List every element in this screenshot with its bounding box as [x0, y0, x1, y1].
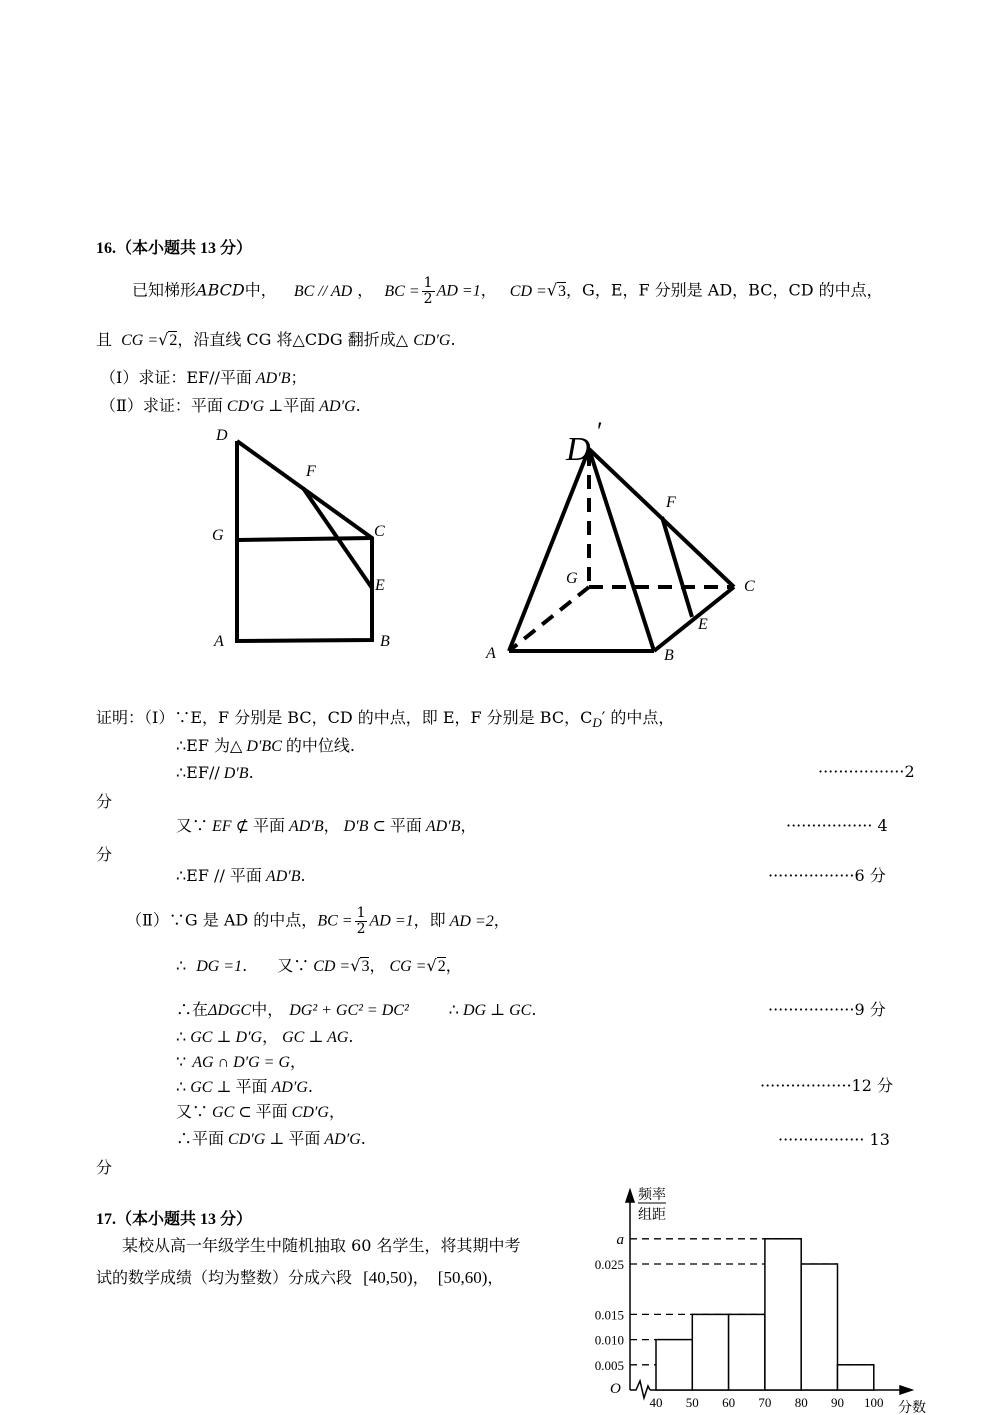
label-f: F — [306, 463, 316, 480]
sqrt-3: 3 — [361, 958, 370, 975]
proof-text: ∴ — [448, 1000, 459, 1019]
interval-40-50: [40,50) — [363, 1268, 413, 1287]
math-adg: AD′G — [319, 398, 356, 415]
q16-text: 已知梯形 — [132, 280, 197, 300]
y-tick-label: 0.010 — [594, 1332, 624, 1348]
q17-text: ， — [412, 1268, 429, 1287]
math-adb: AD′B — [425, 818, 461, 835]
ylabel-bottom: 组距 — [638, 1208, 666, 1223]
label-d: D — [216, 427, 228, 444]
math-ad2: AD =2 — [449, 912, 494, 930]
q16-text: ， — [480, 280, 497, 300]
proof-text: （Ⅱ）∵G 是 AD 的中点， — [126, 910, 318, 930]
proof-text: 的中位线. — [285, 736, 355, 755]
proof-part2-line-3 — [176, 1000, 536, 1020]
histogram-bar — [838, 1365, 874, 1390]
histogram-bar — [801, 1264, 837, 1390]
histogram-bar — [729, 1314, 765, 1390]
proof-text: ∴EF// — [176, 763, 220, 782]
math-cdg-perp: CD′G ⊥ — [228, 1131, 285, 1148]
proof-part2-line-4 — [176, 1027, 354, 1047]
proof-text: . — [307, 1077, 313, 1096]
proof-part2-line-7 — [176, 1102, 345, 1122]
proof-text: ，即 — [413, 910, 446, 930]
proof-text: . — [531, 1000, 537, 1019]
score-9: ·················9 分 — [768, 1000, 886, 1019]
math-cd: CD = — [313, 958, 351, 975]
math-intersection: AG ∩ D′G = G — [192, 1054, 291, 1071]
sqrt-sign: √ — [546, 280, 558, 300]
math-cd: CD = — [509, 282, 547, 300]
proof-text: . — [300, 866, 306, 885]
proof-text: 平面 — [235, 1077, 268, 1096]
math-gc-perp-dg: GC ⊥ D′G — [190, 1029, 263, 1046]
edge-b-c — [654, 587, 734, 651]
figure-pyramid — [480, 420, 770, 670]
proof-text: ， — [328, 1102, 345, 1121]
proof-text: ′ 的中点， — [601, 708, 675, 727]
label-prime: ′ — [597, 420, 603, 446]
math-dg-perp-gc: DG ⊥ GC — [462, 1002, 532, 1019]
fraction-half — [355, 906, 368, 936]
sqrt-2: 2 — [437, 958, 446, 975]
proof-text: ∵ — [176, 1052, 187, 1071]
q16-text: 且 — [96, 330, 113, 349]
math-adb: AD′B — [255, 370, 291, 387]
x-tick-label: 80 — [794, 1395, 808, 1410]
y-axis-arrow — [626, 1190, 634, 1202]
q16-part1 — [100, 368, 307, 388]
label-c: C — [374, 523, 385, 540]
proof-text: ∴平面 — [176, 1129, 225, 1148]
q16-text: . — [355, 396, 361, 415]
math-pythagoras: DG² + GC² = DC² — [289, 1002, 409, 1019]
math-dbc: D′BC — [246, 738, 282, 755]
sqrt-sign: √ — [426, 956, 437, 975]
math-cdg: CD′G ⊥ — [226, 398, 284, 415]
score-13: ················· 13 — [778, 1130, 890, 1149]
math-ef-not-subset: EF ⊄ — [212, 818, 249, 835]
histogram-chart — [570, 1180, 950, 1415]
math-gc-perp: GC ⊥ — [190, 1079, 232, 1096]
proof-text: 又∵ — [176, 816, 209, 835]
proof-part2-line-6 — [176, 1077, 313, 1097]
histogram-bar — [656, 1340, 692, 1390]
score-12: ··················12 分 — [760, 1076, 893, 1095]
math-adg: AD′G — [271, 1079, 308, 1096]
proof-text: . — [360, 1129, 366, 1148]
q17-line1: 某校从高一年级学生中随机抽取 60 名学生，将其期中考 — [122, 1236, 521, 1255]
histogram-bar — [765, 1239, 801, 1390]
fraction-half — [422, 276, 435, 306]
proof-line-4 — [176, 816, 476, 836]
proof-text: ， — [445, 956, 462, 975]
score-4: ················· 4 — [786, 816, 888, 835]
q16-text: . — [450, 330, 456, 349]
math-adg: AD′G — [324, 1131, 361, 1148]
q16-line1 — [132, 276, 883, 306]
proof-line-3 — [176, 763, 254, 783]
proof-part2-line-2 — [176, 956, 462, 976]
math-cg: CG = — [389, 958, 427, 975]
math-gc-subset: GC ⊂ — [212, 1104, 252, 1121]
q17-text: 试的数学成绩（均为整数）分成六段 — [96, 1268, 353, 1287]
proof-text: 平面 — [252, 816, 285, 835]
q16-text: ，沿直线 CG 将△CDG 翻折成△ — [177, 330, 409, 349]
proof-text: . — [248, 763, 254, 782]
math-db-subset: D′B ⊂ — [343, 818, 386, 835]
origin-label: O — [610, 1381, 621, 1397]
y-tick-label: 0.005 — [594, 1357, 624, 1373]
label-f: F — [666, 494, 676, 511]
math-ad: AD =1 — [369, 912, 414, 930]
x-axis-arrow — [900, 1386, 912, 1394]
q16-text: ； — [290, 368, 307, 387]
math-adb: AD′B — [265, 868, 301, 885]
proof-part2-line-5 — [176, 1052, 306, 1072]
x-tick-label: 70 — [758, 1395, 772, 1410]
proof-line-2 — [176, 736, 355, 756]
score-2: ·················2 — [818, 762, 915, 781]
math-bc: BC = — [317, 912, 353, 930]
frac-den: 2 — [423, 290, 433, 307]
math-ad: AD =1 — [436, 282, 481, 300]
frac-num: 1 — [423, 275, 433, 291]
proof-text: ， — [493, 910, 510, 930]
axis-break — [630, 1381, 650, 1398]
label-e: E — [698, 616, 708, 633]
q16-header: 16.（本小题共 13 分） — [96, 240, 253, 257]
proof-line-1 — [96, 708, 674, 731]
proof-line-5 — [176, 866, 306, 886]
q16-text: ， — [357, 280, 374, 300]
ylabel-top: 频率 — [638, 1188, 666, 1203]
label-c: C — [744, 578, 755, 595]
label-b: B — [380, 633, 390, 650]
math-bc: BC = — [384, 282, 420, 300]
q17-header: 17.（本小题共 13 分） — [96, 1211, 253, 1228]
math-dg: DG =1 — [196, 958, 243, 975]
label-a: A — [214, 633, 224, 650]
proof-text: ， — [460, 816, 477, 835]
proof-text: ∴EF 为△ — [176, 736, 243, 755]
x-tick-label: 60 — [722, 1395, 736, 1410]
proof-text: 证明：（Ⅰ）∵E，F 分别是 BC，CD 的中点，即 E，F 分别是 BC，C — [96, 708, 593, 727]
proof-text: ∴ — [176, 956, 187, 975]
x-tick-label: 90 — [831, 1395, 844, 1410]
q17-line2 — [96, 1268, 503, 1288]
frac-den: 2 — [356, 920, 366, 937]
interval-50-60: [50,60) — [437, 1268, 488, 1287]
score-unit: 分 — [96, 792, 113, 811]
q16-line2 — [96, 330, 456, 350]
proof-text: 又∵ — [176, 1102, 209, 1121]
q16-text: （Ⅱ）求证：平面 — [100, 396, 223, 415]
q16-text: 平面 — [283, 396, 316, 415]
xlabel: 分数 — [898, 1401, 926, 1415]
proof-text: ， — [323, 816, 340, 835]
y-tick-label: 0.015 — [594, 1307, 624, 1323]
y-tick-label: 0.025 — [594, 1257, 624, 1272]
x-tick-label: 100 — [864, 1395, 884, 1410]
q16-text: 中， — [244, 280, 277, 300]
math-bc-parallel-ad: BC // AD — [293, 282, 353, 300]
label-e: E — [375, 577, 385, 594]
sqrt-sign: √ — [158, 330, 169, 349]
proof-text: 中， — [251, 1000, 284, 1019]
proof-text: 平面 — [288, 1129, 321, 1148]
label-g: G — [566, 570, 578, 587]
sqrt-sign: √ — [350, 956, 361, 975]
proof-text: ∴ — [176, 1027, 187, 1046]
math-cdg-prime: CD′G — [413, 332, 451, 349]
figure-trapezoid — [200, 420, 420, 660]
score-unit: 分 — [96, 845, 113, 864]
proof-text: ， — [262, 1027, 279, 1046]
q16-text: ，G，E，F 分别是 AD，BC，CD 的中点， — [566, 280, 883, 300]
proof-text: D — [592, 715, 602, 730]
proof-text: . — [242, 956, 248, 975]
sqrt-3: 3 — [558, 282, 567, 300]
label-d-prime: D — [566, 431, 591, 468]
sqrt-2: 2 — [169, 332, 178, 349]
math-db: D′B — [223, 765, 249, 782]
proof-part2-line-8 — [176, 1129, 366, 1149]
math-dgc: ΔDGC — [208, 1002, 252, 1019]
proof-part2-line-1 — [126, 906, 510, 936]
proof-text: ， — [369, 956, 386, 975]
q17-text: ， — [487, 1268, 504, 1287]
x-tick-label: 40 — [649, 1395, 663, 1410]
label-a: A — [486, 645, 496, 662]
x-tick-label: 50 — [685, 1395, 699, 1410]
proof-text: ∴EF // 平面 — [176, 866, 262, 885]
proof-text: 又∵ — [277, 956, 310, 975]
proof-text: . — [348, 1027, 354, 1046]
histogram-bar — [692, 1314, 728, 1390]
q16-text: （Ⅰ）求证：EF//平面 — [100, 368, 252, 387]
q16-part2 — [100, 396, 361, 416]
proof-text: ∴在 — [176, 1000, 209, 1019]
label-g: G — [212, 527, 224, 544]
proof-text: ， — [290, 1052, 307, 1071]
label-b: B — [664, 647, 674, 664]
score-6: ·················6 分 — [768, 866, 886, 885]
math-adb: AD′B — [288, 818, 324, 835]
score-unit: 分 — [96, 1158, 113, 1177]
proof-text: 平面 — [389, 816, 422, 835]
math-cdg: CD′G — [291, 1104, 329, 1121]
q16-text: ABCD — [196, 280, 245, 300]
proof-text: 平面 — [255, 1102, 288, 1121]
math-cg: CG = — [121, 332, 159, 349]
frac-num: 1 — [356, 905, 366, 921]
proof-text: ∴ — [176, 1077, 187, 1096]
segment-gc — [237, 538, 372, 540]
math-gc-perp-ag: GC ⊥ AG — [282, 1029, 349, 1046]
y-tick-label: a — [616, 1231, 624, 1248]
